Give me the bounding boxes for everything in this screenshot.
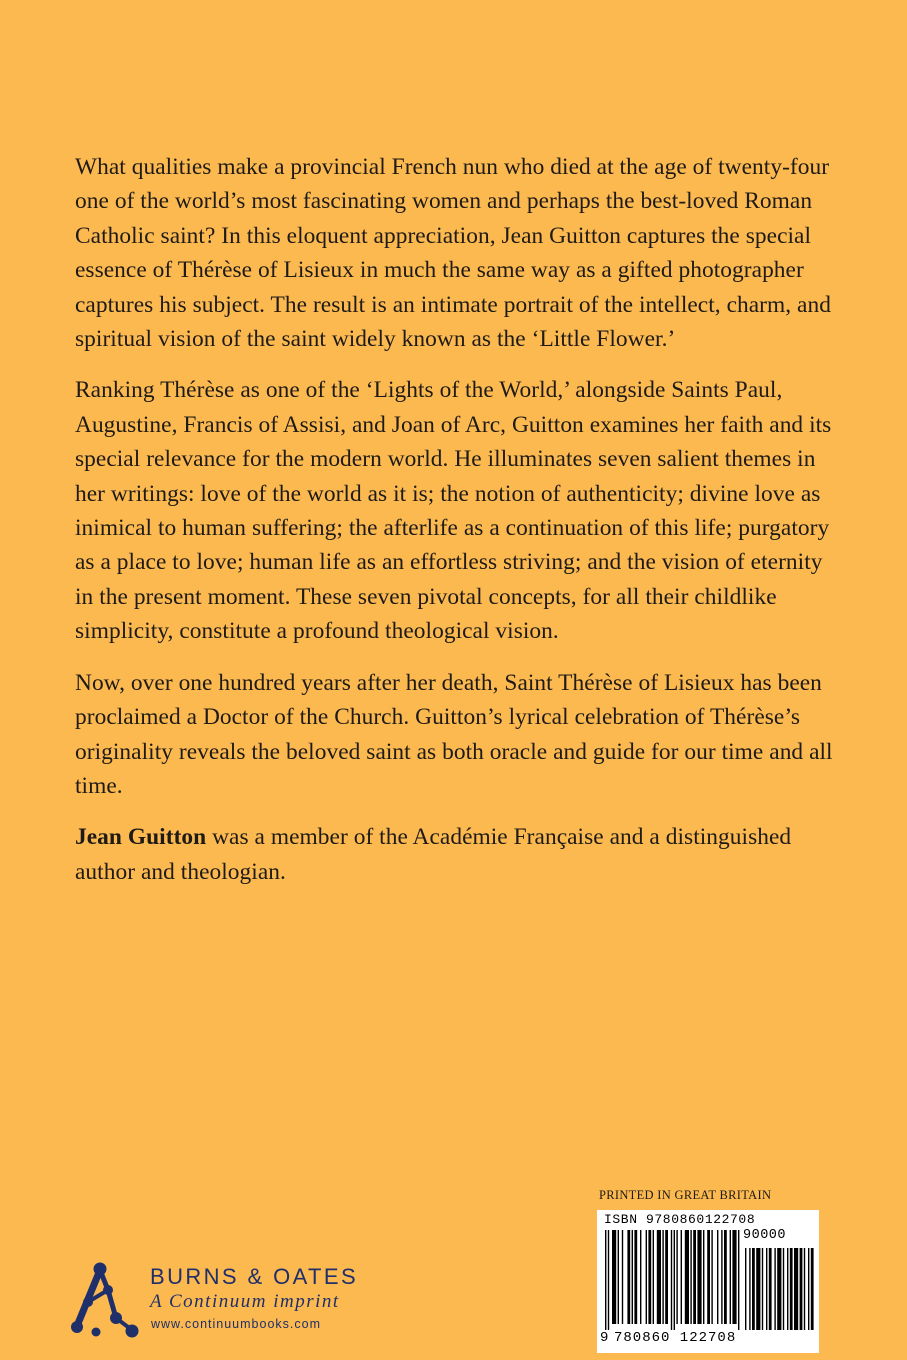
ean-prefix-digit: 9 xyxy=(600,1330,609,1346)
blurb-paragraph-3: Now, over one hundred years after her death, Saint Thérèse of Lisieux has been proclaimed a Doctor of the Church. Guitton’s lyrical celebration of Thérèse’s originality reveals the beloved saint as both oracle and guide for our time and all time. xyxy=(75,669,833,799)
blurb-paragraph-2: Ranking Thérèse as one of the ‘Lights of the World,’ alongside Saints Paul, Augustine, Francis of Assisi, and Joan of Arc, Guitton examines her faith and its special relevance for the modern world. He illuminates seven salient themes in her writings: love of the world as it is; the notion of authenticity; divine love as inimical to human suffering; the afterlife as a continuation of this life; purgatory as a place to love; human life as an effortless striving; and the vision of eternity in the present moment. These seven pivotal concepts, for all their childlike simplicity, constitute a profound theological vision. xyxy=(75,377,832,645)
author-name: Jean Guitton xyxy=(75,824,207,851)
publisher-website: www.continuumbooks.com xyxy=(151,1317,321,1331)
burns-oates-logo-icon xyxy=(66,1258,142,1338)
publisher-block xyxy=(66,1258,406,1338)
ean-digits: 780860 122708 xyxy=(614,1330,737,1346)
author-bio xyxy=(75,820,835,889)
publisher-name: BURNS & OATES xyxy=(150,1264,359,1289)
barcode-addon-code: 90000 xyxy=(743,1228,787,1243)
publisher-imprint: A Continuum imprint xyxy=(150,1291,340,1312)
blurb-paragraph-1: What qualities make a provincial French nun who died at the age of twenty-four one of the world’s most fascinating women and perhaps the best-loved Roman Catholic saint? In this eloquent appreciation, Jean Guitton captures the special essence of Thérèse of Lisieux in much the same way as a gifted photographer captures his subject. The result is an intimate portrait of the intellect, charm, and spiritual vision of the saint widely known as the ‘Little Flower.’ xyxy=(75,154,831,353)
back-cover-blurb xyxy=(75,150,835,906)
isbn-barcode xyxy=(597,1210,819,1353)
author-bio-text: was a member of the Académie Française and a distinguished author and theologian. xyxy=(75,824,792,885)
printed-in-note: PRINTED IN GREAT BRITAIN xyxy=(599,1188,772,1202)
isbn-label: ISBN 9780860122708 xyxy=(604,1212,756,1227)
barcode-bars-icon xyxy=(603,1230,815,1330)
